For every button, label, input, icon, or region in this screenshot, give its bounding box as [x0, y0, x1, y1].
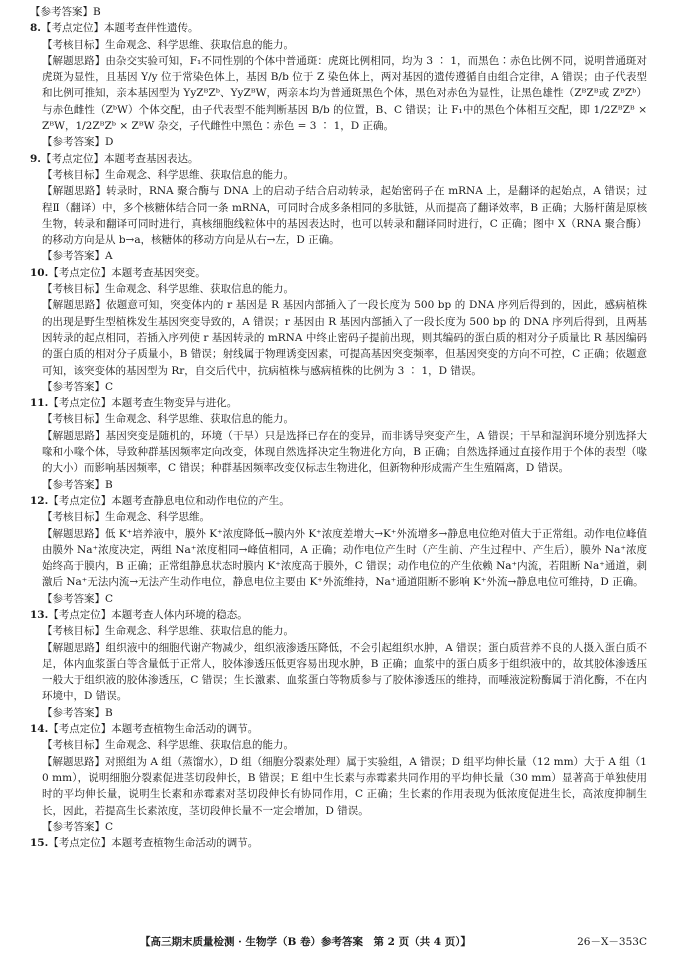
- line-text: 【参考答案】B: [42, 706, 113, 719]
- line-text: 【解题思路】转录时，RNA 聚合酶与 DNA 上的启动子结合启动转录，起始密码子在 mRNA 上，是翻译的起始点，A 错误；过程Ⅱ（翻译）中，多个核糖体结合同一条 mRNA，可同时合成多条相同的多肽链，从而提高了翻译效率，B 正确；大肠杆菌是原核生物，转录和翻译可同时进行，真核细胞线粒体中的基因表达时，也可以转录和翻译同时进行，C 正确；图中 X（RNA 聚合酶）的移动方向是从 b→a，核糖体的移动方向是从右→左，D 正确。: [42, 185, 647, 247]
- question-line: [30, 134, 647, 150]
- question-line: [30, 379, 647, 395]
- question-line: [30, 819, 647, 835]
- question-block: [30, 607, 647, 721]
- line-text: 【参考答案】C: [42, 592, 114, 605]
- answer-document: [30, 4, 647, 851]
- question-line-first: [30, 721, 647, 737]
- line-text: 【参考答案】C: [42, 820, 114, 833]
- question-line: [30, 754, 647, 819]
- question-line: [30, 183, 647, 248]
- line-text: 【考点定位】本题考查人体内环境的稳态。: [48, 608, 248, 621]
- question-line-first: [30, 20, 647, 36]
- question-line: [30, 477, 647, 493]
- question-line-first: [30, 607, 647, 623]
- line-text: 【考点定位】本题考查伴性遗传。: [40, 22, 199, 35]
- line-text: 【考点定位】本题考查静息电位和动作电位的产生。: [48, 494, 290, 507]
- question-number: 12.: [30, 494, 49, 507]
- question-block: [30, 151, 647, 265]
- line-text: 【考点定位】本题考查基因表达。: [40, 152, 199, 165]
- line-text: 【解题思路】组织液中的细胞代谢产物减少，组织液渗透压降低，不会引起组织水肿，A 错误；蛋白质营养不良的人摄入蛋白质不足，体内血浆蛋白等含量低于正常人，胶体渗透压低更容易出现水肿，B 正确；血浆中的蛋白质多于组织液中的，故其胶体渗透压一般大于组织液的胶体渗透压，C 错误；生长激素、血浆蛋白等物质参与了胶体渗透压的维持，而唾液淀粉酶属于消化酶，不在内环境中，D 错误。: [42, 641, 647, 703]
- line-text: 【考点定位】本题考查植物生命活动的调节。: [48, 723, 259, 736]
- question-line-first: [30, 265, 647, 281]
- line-text: 【考核目标】生命观念、科学思维、获取信息的能力。: [42, 168, 294, 181]
- question-line-first: [30, 493, 647, 509]
- line-text: 【考核目标】生命观念、科学思维、获取信息的能力。: [42, 413, 294, 426]
- question-line: [30, 737, 647, 753]
- question-line: [30, 281, 647, 297]
- question-number: 11.: [30, 397, 49, 410]
- line-text: 【解题思路】由杂交实验可知，F₁不同性别的个体中普通斑：虎斑比例相同，均为 3 ∶ 1，而黑色∶赤色比例不同，说明普通斑对虎斑为显性，且基因 Y/y 位于常染色体上，基因 B/b 位于 Z 染色体上，两对基因的遗传遵循自由组合定律，A 错误；由子代表型和比例可推知，亲本基因型为 YyZᴮZᵇ、YyZᴮW，两亲本均为普通斑黑色个体，黑色对赤色为显性，让黑色雄性（ZᴮZᴮ或 ZᴮZᵇ）与赤色雌性（ZᵇW）个体交配，由子代表型不能判断基因 B/b 的位置，B、C 错误；让 F₁中的黑色个体相互交配，即 1/2ZᴮZᴮ × ZᴮW，1/2ZᴮZᵇ × ZᴮW 杂交，子代雌性中黑色∶赤色 = 3 ∶ 1，D 正确。: [42, 54, 647, 133]
- line-text: 【考核目标】生命观念、科学思维、获取信息的能力。: [42, 739, 294, 752]
- line-text: 【解题思路】对照组为 A 组（蒸馏水），D 组（细胞分裂素处理）属于实验组，A 错误；D 组平均伸长量（12 mm）大于 A 组（10 mm），说明细胞分裂素促进茎切段伸长，B 错误；E 组中生长素与赤霉素共同作用的平均伸长量（30 mm）显著高于单独使用时的平均伸长量，说明生长素和赤霉素对茎切段伸长有协同作用，C 正确；生长素的作用表现为低浓度促进生长，高浓度抑制生长，因此，若提高生长素浓度，茎切段伸长量不一定会增加，D 错误。: [42, 755, 647, 817]
- question-line-first: [30, 835, 647, 851]
- line-text: 【考核目标】生命观念、科学思维。: [42, 511, 210, 524]
- footer-title: 【高三期末质量检测 · 生物学（B 卷）参考答案 第 2 页（共 4 页）】: [140, 936, 471, 948]
- question-line: [30, 167, 647, 183]
- line-text: 【考核目标】生命观念、科学思维、获取信息的能力。: [42, 625, 294, 638]
- question-block: [30, 20, 647, 150]
- line-text: 【解题思路】依题意可知，突变体内的 r 基因是 R 基因内部插入了一段长度为 500 bp 的 DNA 序列后得到的，因此，感病植株的出现是野生型植株发生基因突变导致的，A 错误；r 基因由 R 基因内部插入了一段长度为 500 bp 的 DNA 序列后得到，且两基因转录的起点相同，若插入序列使 r 基因转录的 mRNA 中终止密码子提前出现，则其编码的蛋白质的相对分子质量比 R 基因编码的蛋白质的相对分子质量小，B 错误；射线属于物理诱变因素，可提高基因突变频率，但基因突变的方向不可控，C 正确；依题意可知，该突变体的基因型为 Rr，自交后代中，抗病植株与感病植株的比例为 3 ∶ 1，D 错误。: [42, 299, 647, 377]
- question-number: 8.: [30, 22, 41, 35]
- question-block: [30, 721, 647, 835]
- question-line-first: [30, 395, 647, 411]
- question-number: 15.: [30, 837, 49, 850]
- question-line: [30, 53, 647, 134]
- question-line: [30, 705, 647, 721]
- question-line: [30, 4, 647, 20]
- line-text: 【考核目标】生命观念、科学思维、获取信息的能力。: [42, 38, 294, 51]
- question-number: 14.: [30, 723, 49, 736]
- question-number: 9.: [30, 152, 41, 165]
- line-text: 【考点定位】本题考查基因突变。: [48, 266, 206, 279]
- question-line: [30, 428, 647, 477]
- question-line: [30, 411, 647, 427]
- line-text: 【考点定位】本题考查植物生命活动的调节。: [48, 837, 259, 850]
- question-line: [30, 509, 647, 525]
- footer-code: 26－X－353C: [577, 936, 647, 948]
- question-line: [30, 640, 647, 705]
- line-text: 【参考答案】B: [42, 478, 113, 491]
- question-number: 10.: [30, 266, 49, 279]
- line-text: 【参考答案】A: [42, 250, 113, 263]
- question-block: [30, 4, 647, 20]
- question-block: [30, 395, 647, 493]
- line-text: 【解题思路】低 K⁺培养液中，膜外 K⁺浓度降低→膜内外 K⁺浓度差增大→K⁺外流增多→静息电位绝对值大于正常组。动作电位峰值由膜外 Na⁺浓度决定，两组 Na⁺浓度相同→峰值相同，A 正确；动作电位产生时（产生前、产生过程中、产生后），膜外 Na⁺浓度始终高于膜内，B 正确；正常组静息状态时膜内 K⁺浓度高于膜外，C 错误；动作电位的产生依赖 Na⁺内流，若阻断 Na⁺通道，刺激后 Na⁺无法内流→无法产生动作电位，静息电位主要由 K⁺外流维持，Na⁺通道阻断不影响 K⁺外流→静息电位可维持，D 正确。: [42, 527, 647, 589]
- question-line-first: [30, 151, 647, 167]
- line-text: 【考点定位】本题考查生物变异与进化。: [48, 397, 238, 410]
- question-block: [30, 835, 647, 851]
- question-line: [30, 297, 647, 378]
- line-text: 【参考答案】D: [42, 136, 114, 149]
- question-number: 13.: [30, 608, 49, 621]
- question-block: [30, 265, 647, 395]
- line-text: 【参考答案】C: [42, 380, 114, 393]
- question-line: [30, 248, 647, 264]
- line-text: 【解题思路】基因突变是随机的，环境（干旱）只是选择已存在的变异，而非诱导突变产生，A 错误；干旱和湿润环境分别选择大喙和小喙个体，导致种群基因频率定向改变，体现自然选择决定生物进化方向，B 正确；自然选择通过直接作用于个体的表型（喙的大小）而影响基因频率，C 错误；种群基因频率改变仅标志生物进化，但新物种形成需产生生殖隔离，D 错误。: [42, 429, 647, 475]
- question-line: [30, 37, 647, 53]
- question-line: [30, 526, 647, 591]
- line-text: 【考核目标】生命观念、科学思维、获取信息的能力。: [42, 283, 294, 296]
- question-block: [30, 493, 647, 607]
- line-text: 【参考答案】B: [30, 6, 101, 18]
- question-line: [30, 591, 647, 607]
- question-line: [30, 623, 647, 639]
